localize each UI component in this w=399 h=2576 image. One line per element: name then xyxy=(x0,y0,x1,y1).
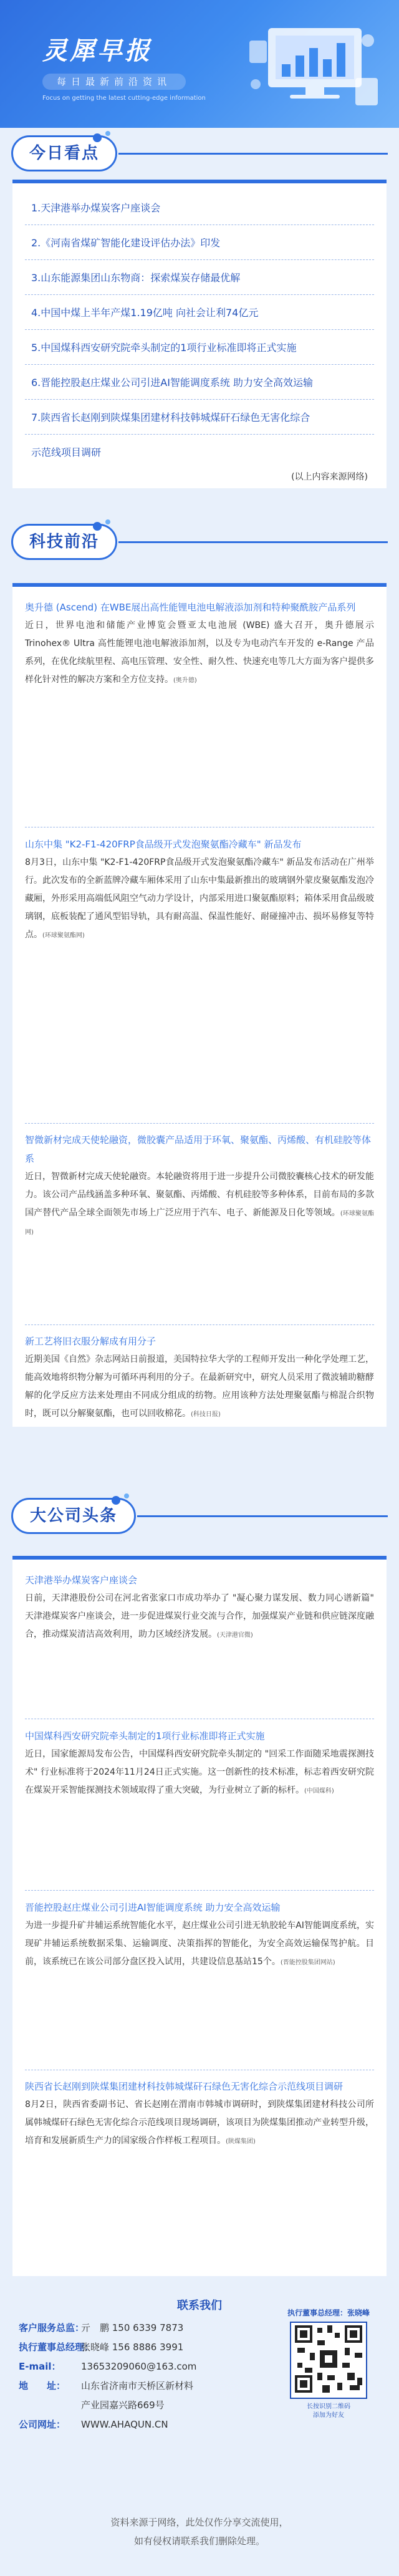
article-source: (科技日报) xyxy=(191,1411,221,1418)
article-body: 日前，天津港股份公司在河北省张家口市成功举办了 "凝心聚力谋发展、数力同心谱新篇" 天津港煤炭客户座谈会，进一步促进煤炭行业交流与合作，加强煤炭产业链和供应链深度融合，推动煤炭清洁高效利用，助力区域经济发展。(天津港官微) xyxy=(25,1593,374,1639)
contact-row-address-continued: 产业园嘉兴路669号 xyxy=(81,2400,165,2411)
article-source: (环球聚氨酯网) xyxy=(42,932,85,939)
toc-item-5[interactable]: 5.中国煤科西安研究院牵头制定的1项行业标准即将正式实施 xyxy=(31,342,297,354)
company-article-2 xyxy=(25,1727,374,1800)
tech-article-1 xyxy=(25,598,374,690)
qr-code-icon[interactable] xyxy=(290,2322,367,2399)
decorative-dot-icon xyxy=(112,1496,120,1505)
qr-caption: 长按识别二维码 xyxy=(307,2403,350,2410)
contact-row-website[interactable]: 公司网址： WWW.AHAQUN.CN xyxy=(19,2419,168,2430)
section-divider xyxy=(118,541,388,543)
toc-item-6[interactable]: 6.晋能控股赵庄煤业公司引进AI智能调度系统 助力安全高效运输 xyxy=(31,377,314,388)
contact-row-email[interactable]: E-mail： 13653209060@163.com xyxy=(19,2361,197,2372)
toc-divider xyxy=(25,224,374,225)
contact-header: 联系我们 xyxy=(177,2299,222,2312)
article-source: (环球聚氨酯网) xyxy=(25,1210,375,1236)
article-divider xyxy=(25,1890,374,1891)
section-today-title: 今日看点 xyxy=(11,135,117,171)
article-title[interactable]: 晋能控股赵庄煤业公司引进AI智能调度系统 助力安全高效运输 xyxy=(25,1902,281,1913)
toc-source-note: (以上内容来源网络) xyxy=(291,472,368,482)
section-divider xyxy=(137,1515,388,1517)
banner-tagline: Focus on getting the latest cutting-edge information xyxy=(42,95,206,102)
article-title[interactable]: 智微新材完成天使轮融资，微胶囊产品适用于环氧、聚氨酯、丙烯酸、有机硅胶等体系 xyxy=(25,1134,372,1164)
article-title[interactable]: 中国煤科西安研究院牵头制定的1项行业标准即将正式实施 xyxy=(25,1730,265,1742)
banner-subtitle: 每日最新前沿资讯 xyxy=(42,74,186,90)
toc-item-2[interactable]: 2.《河南省煤矿智能化建设评估办法》印发 xyxy=(31,237,221,249)
article-title[interactable]: 陕西省长赵刚到陕煤集团建材科技韩城煤矸石绿色无害化综合示范线项目调研 xyxy=(25,2081,344,2092)
toc-divider xyxy=(25,434,374,435)
banner-title: 灵犀早报 xyxy=(42,37,152,65)
article-body: 近日，国家能源局发布公告，中国煤科西安研究院牵头制定的 "回采工作面随采地震探测技术" 行业标准将于2024年11月24日正式实施。这一创新性的技术标准，标志着西安研究院在煤炭开采智能探测技术领域取得了重大突破，为行业树立了新的标杆。(中国煤科) xyxy=(25,1749,374,1795)
qr-pattern xyxy=(292,2323,365,2395)
qr-section xyxy=(276,2307,382,2420)
article-source: (天津港官微) xyxy=(217,1632,253,1639)
company-card xyxy=(12,1556,387,2276)
section-divider xyxy=(118,153,388,155)
banner xyxy=(0,0,399,128)
article-body: 为进一步提升矿井辅运系统智能化水平，赵庄煤业公司引进无轨胶轮车AI智能调度系统，实现矿井辅运系统数据采集、运输调度、决策指挥的智能化，为安全高效运输保驾护航。目前，该系统已在该公司部分盘区投入试用，共建设信息基站15个。(晋能控股集团网站) xyxy=(25,1921,374,1967)
tech-article-4 xyxy=(25,1332,374,1424)
toc-item-4[interactable]: 4.中国中煤上半年产煤1.19亿吨 向社会让利74亿元 xyxy=(31,307,259,319)
today-card xyxy=(12,180,387,488)
toc-divider xyxy=(25,329,374,330)
toc-divider xyxy=(25,259,374,260)
qr-caption: 添加为好友 xyxy=(313,2412,344,2419)
article-body: 近日，世界电池和储能产业博览会暨亚太电池展 (WBE) 盛大召开，奥升德展示 Trinohex® Ultra 高性能锂电池电解液添加剂，以及专为电动汽车开发的 e-Range 产品系列，在优化续航里程、高电压管理、安全性、耐久性、快速充电等几大方面为客户提供多样化针对性的解决方案和全方位支持。(奥升德) xyxy=(25,620,374,685)
article-source: (中国煤科) xyxy=(304,1788,334,1795)
tech-article-2 xyxy=(25,835,374,945)
toc-item-3[interactable]: 3.山东能源集团山东物商：探索煤炭存储最优解 xyxy=(31,272,241,284)
toc-item-7[interactable]: 7.陕西省长赵刚到陕煤集团建材科技韩城煤矸石绿色无害化综合 xyxy=(31,412,310,423)
decorative-dot-icon xyxy=(105,131,110,136)
article-title[interactable]: 新工艺将旧衣服分解成有用分子 xyxy=(25,1336,156,1347)
toc-divider xyxy=(25,364,374,365)
article-title[interactable]: 山东中集 "K2-F1-420FRP食品级开式发泡聚氨酯冷藏车" 新品发布 xyxy=(25,839,302,850)
toc-item-7-continued[interactable]: 示范线项目调研 xyxy=(31,446,102,458)
toc-divider xyxy=(25,399,374,400)
company-article-1 xyxy=(25,1571,374,1644)
section-today-header xyxy=(11,135,388,175)
article-title[interactable]: 天津港举办煤炭客户座谈会 xyxy=(25,1575,138,1586)
section-company-header xyxy=(11,1498,388,1538)
article-source: (奥升德) xyxy=(173,677,197,684)
contact-info xyxy=(19,2318,231,2434)
article-body: 8月2日，陕西省委副书记、省长赵刚在渭南市韩城市调研时，到陕煤集团建材科技公司所属韩城煤矸石绿色无害化综合示范线项目现场调研，该项目为陕煤集团推动产业转型升级，培育和发展新质生产力的国家级合作样板工程项目。(陕煤集团) xyxy=(25,2100,374,2146)
article-source: (陕煤集团) xyxy=(226,2138,256,2145)
tech-card xyxy=(12,583,387,1427)
section-tech-title: 科技前沿 xyxy=(11,524,117,560)
tech-article-3 xyxy=(25,1131,374,1242)
footer-line-1: 资料来源于网络，此处仅作分享交流使用， xyxy=(110,2517,289,2528)
article-source: (晋能控股集团网站) xyxy=(280,1959,335,1966)
article-body: 近期美国《自然》杂志网站日前报道，美国特拉华大学的工程师开发出一种化学处理工艺，能高效地将织物分解为可循环再利用的分子。在最新研究中，研究人员采用了微波辅助糖酵解的化学反应方法来处理由不同成分组成的纺物。应用该种方法处理聚氨酯与棉混合织物时，既可以分解聚氨酯，也可以回收棉花。(科技日报) xyxy=(25,1354,374,1419)
contact-row-address: 地 址： 山东省济南市天桥区新材料 xyxy=(19,2380,194,2391)
footer-line-2: 如有侵权请联系我们删除处理。 xyxy=(133,2535,265,2547)
company-article-4 xyxy=(25,2077,374,2151)
toc-divider xyxy=(25,294,374,295)
tech-illustration-icon xyxy=(243,16,387,115)
article-divider xyxy=(25,1324,374,1325)
decorative-dot-icon xyxy=(93,133,102,142)
section-tech-header xyxy=(11,524,388,564)
decorative-dot-icon xyxy=(93,522,102,531)
section-company-title: 大公司头条 xyxy=(11,1498,136,1534)
article-divider xyxy=(25,1123,374,1124)
company-article-3 xyxy=(25,1898,374,1972)
footer-disclaimer xyxy=(0,2513,399,2550)
article-body: 8月3日，山东中集 "K2-F1-420FRP食品级开式发泡聚氨酯冷藏车" 新品发布活动在广州举行。此次发布的全新蓝牌冷藏车厢体采用了山东中集最新推出的玻璃钢外蒙皮聚氨酯发泡冷藏厢，外形采用高端低风阻空气动力学设计，内部采用进口聚氨酯原料；箱体采用食品级玻璃钢，底板装配了通风型铝导轨，具有耐高温、保温性能好、耐碰撞冲击、损坏易修复等特点。(环球聚氨酯网) xyxy=(25,857,374,940)
toc-item-1[interactable]: 1.天津港举办煤炭客户座谈会 xyxy=(31,202,161,214)
article-title[interactable]: 奥升德 (Ascend) 在WBE展出高性能锂电池电解液添加剂和特种聚酰胺产品系列 xyxy=(25,602,356,613)
contact-row-service: 客户服务总监：亓 鹏 150 6339 7873 xyxy=(19,2322,184,2333)
contact-row-director: 执行董事总经理：张晓峰 156 8886 3991 xyxy=(19,2342,184,2353)
decorative-dot-icon xyxy=(124,1493,129,1498)
qr-label: 执行董事总经理：张晓峰 xyxy=(287,2308,370,2317)
decorative-dot-icon xyxy=(105,519,110,524)
article-body: 近日，智微新材完成天使轮融资。本轮融资将用于进一步提升公司微胶囊核心技术的研发能力。该公司产品线涵盖多种环氧、聚氨酯、丙烯酸、有机硅胶等多种体系，目前布局的多款国产替代产品全球全面领先市场上广泛应用于汽车、电子、新能源及日化等领域。(环球聚氨酯网) xyxy=(25,1172,375,1236)
